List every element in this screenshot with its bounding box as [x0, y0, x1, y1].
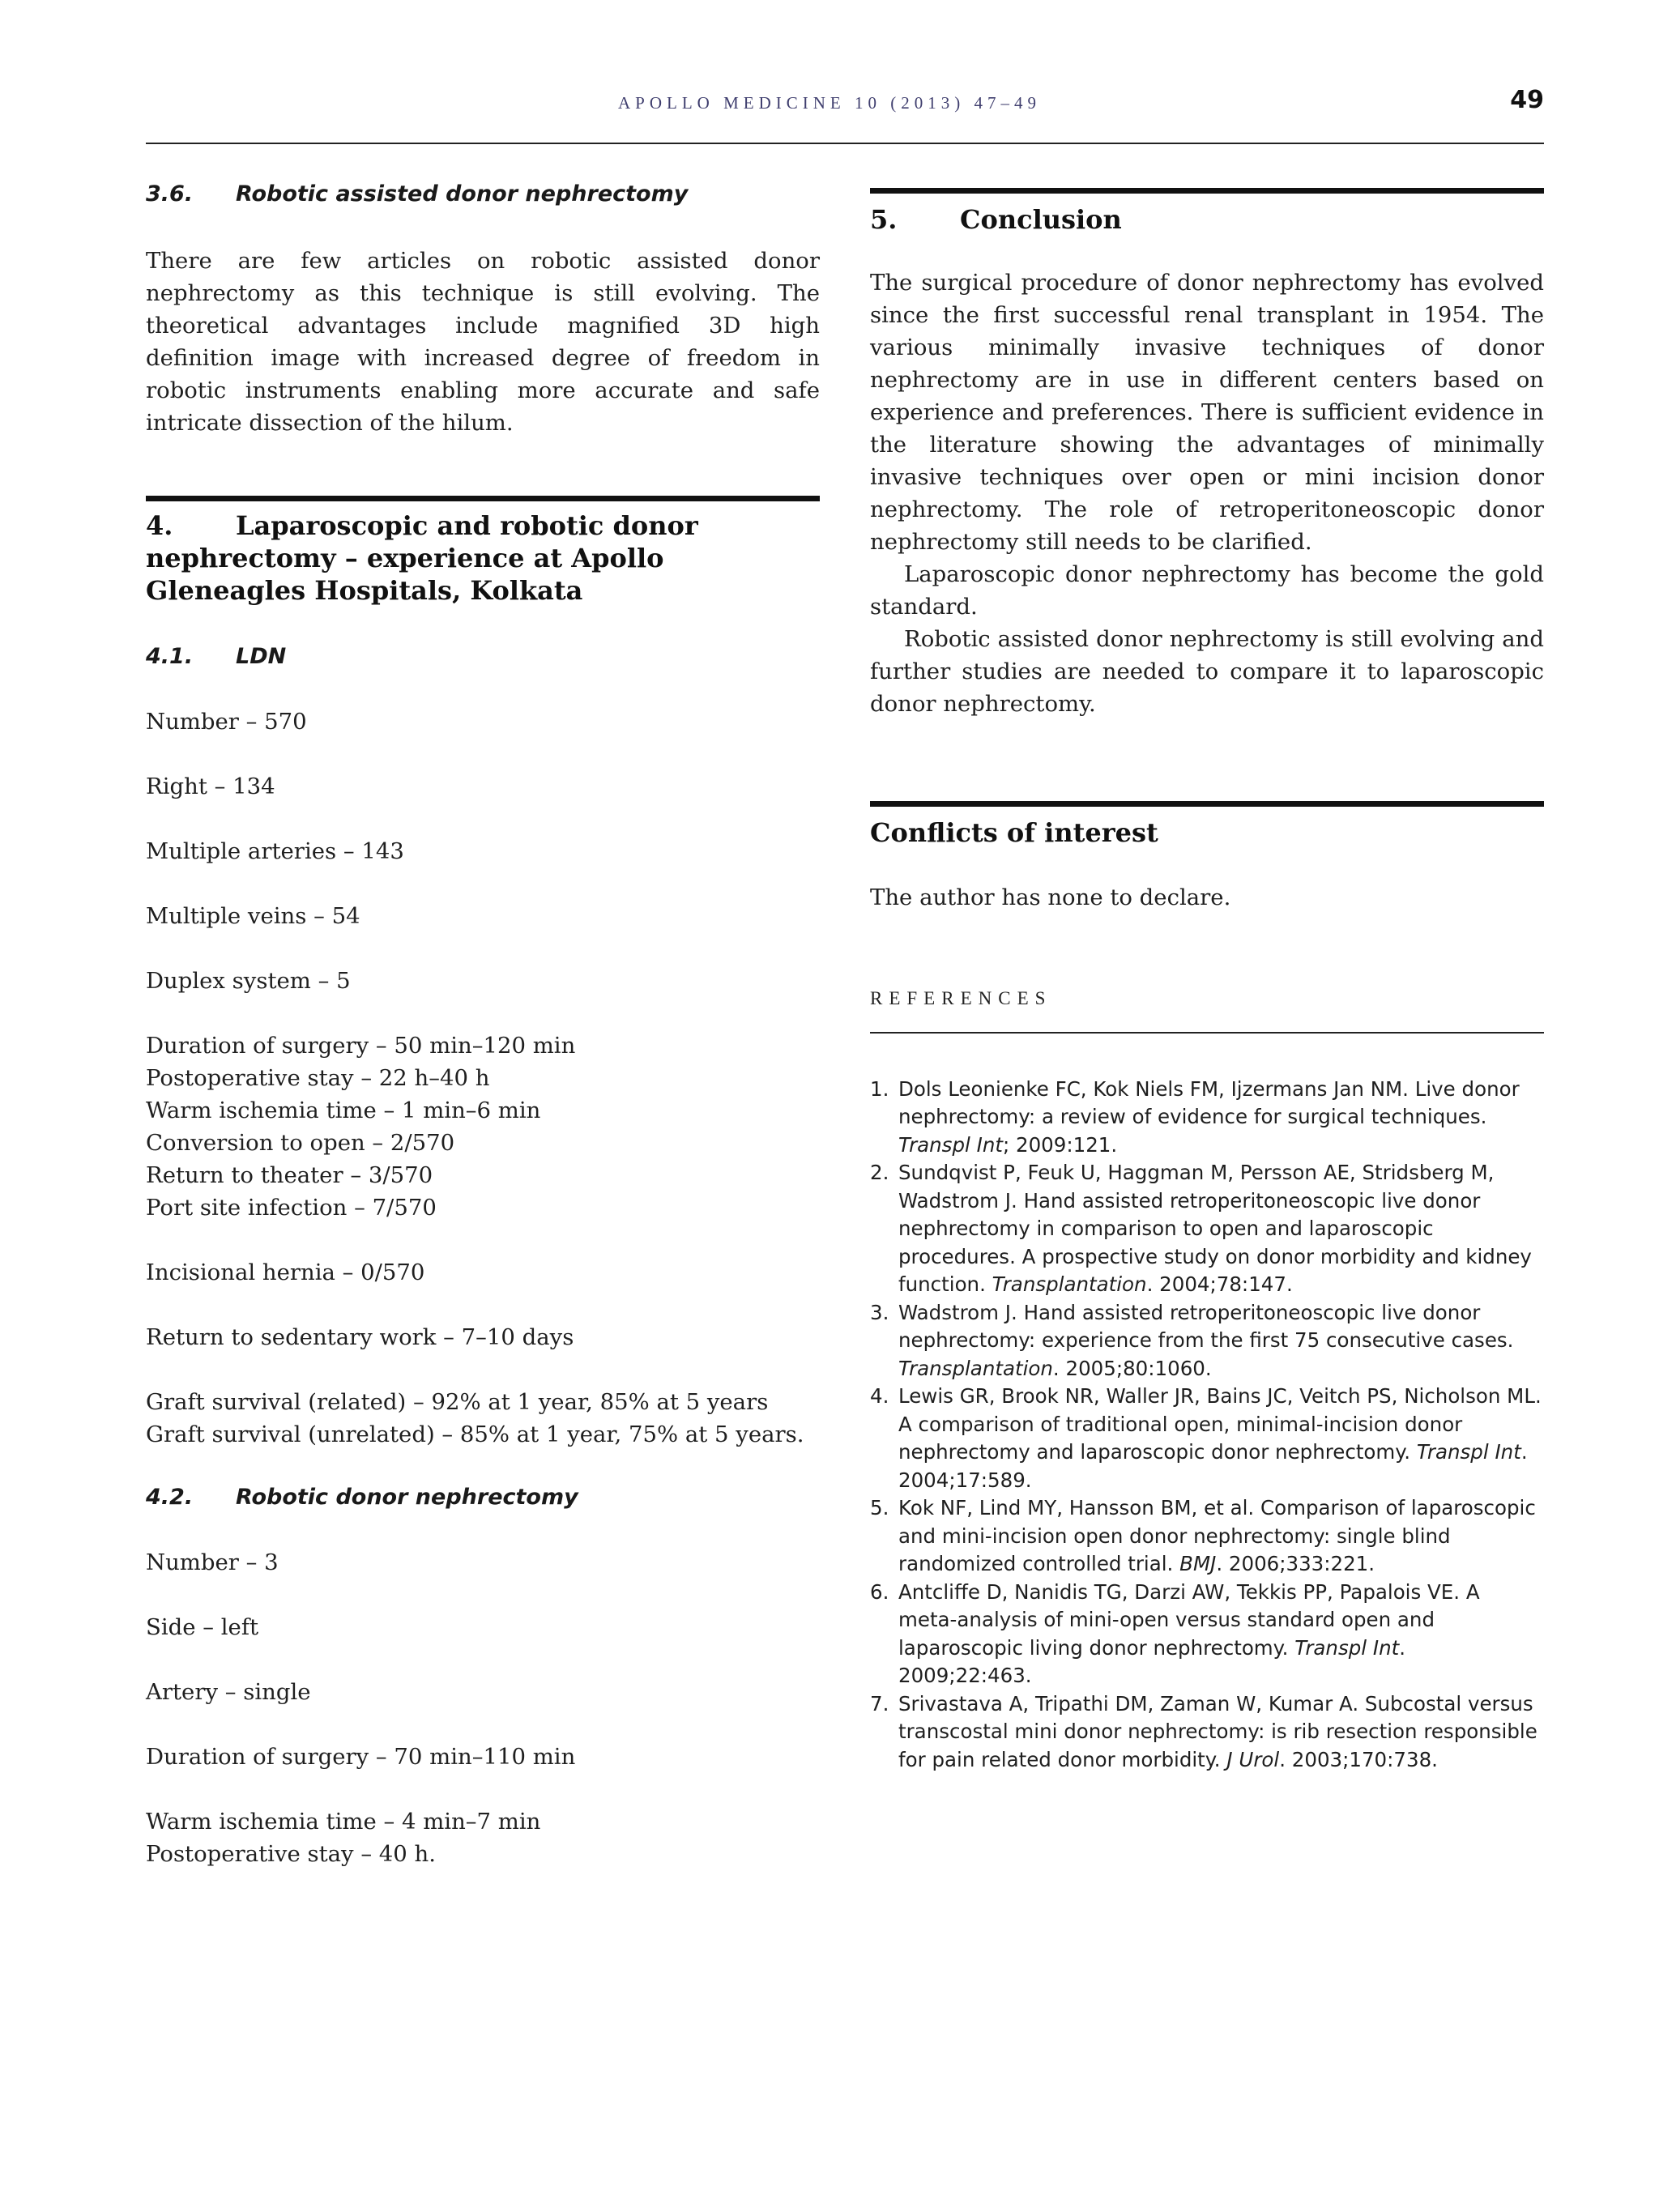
conclusion-paragraph: Laparoscopic donor nephrectomy has become the gold standard. — [870, 561, 1544, 620]
reference-number: 5. — [870, 1496, 889, 1519]
reference-number: 6. — [870, 1579, 889, 1604]
running-header-journal: APOLLO MEDICINE 10 (2013) 47–49 — [618, 93, 1041, 113]
reference-journal: Transpl Int — [1416, 1440, 1521, 1464]
reference-text: Wadstrom J. Hand assisted retroperitoneoscopic live donor nephrectomy: experience from the first 75 consecutive cases. — [898, 1300, 1514, 1352]
ldn-item: Duplex system – 5 — [146, 968, 351, 994]
reference-item — [870, 1076, 1544, 1160]
robotic-item: Side – left — [146, 1614, 259, 1640]
section-number: 4.1. — [146, 644, 194, 669]
reference-number: 2. — [870, 1161, 889, 1184]
references-rule — [870, 1032, 1544, 1034]
reference-citation: . 2003;170:738. — [1279, 1747, 1438, 1771]
reference-journal: Transplantation — [992, 1272, 1147, 1296]
ldn-item: Multiple veins – 54 — [146, 903, 360, 929]
ldn-graft-group — [146, 1386, 820, 1451]
reference-journal: Transpl Int — [898, 1132, 1003, 1157]
ldn-sedentary: Return to sedentary work – 7–10 days — [146, 1324, 574, 1350]
reference-citation: . 2004;17:589. — [898, 1440, 1528, 1492]
ldn-outcome: Warm ischemia time – 1 min–6 min — [146, 1097, 541, 1123]
ldn-outcome: Port site infection – 7/570 — [146, 1195, 437, 1221]
reference-item — [870, 1383, 1544, 1494]
reference-text: Sundqvist P, Feuk U, Haggman M, Persson AE, Stridsberg M, Wadstrom J. Hand assisted retroperitoneoscopic live donor nephrectomy in comparison to open and laparoscopic procedures. A prospective study on donor morbidity and kidney function. — [898, 1161, 1532, 1296]
header-rule — [146, 143, 1544, 144]
section-number: 5. — [870, 204, 898, 235]
robotic-item: Number – 3 — [146, 1549, 279, 1575]
reference-number: 1. — [870, 1076, 889, 1101]
reference-number: 4. — [870, 1384, 889, 1408]
reference-citation: . 2004;78:147. — [1146, 1272, 1293, 1296]
graft-survival: Graft survival (related) – 92% at 1 year, 85% at 5 years — [146, 1389, 769, 1415]
robotic-outcome: Warm ischemia time – 4 min–7 min — [146, 1809, 541, 1835]
reference-journal: Transpl Int — [1294, 1635, 1400, 1660]
conclusion-paragraph: The surgical procedure of donor nephrectomy has evolved since the first successful renal transplant in 1954. The various minimally invasive techniques of donor nephrectomy are in use in different centers based on experience and preferences. There is sufficient evidence in the literature showing the advantages of minimally invasive techniques over open or mini incision donor nephrectomy. The role of retroperitoneoscopic donor nephrectomy still needs to be clarified. — [870, 270, 1544, 555]
reference-item — [870, 1690, 1544, 1775]
section-title: Laparoscopic and robotic donor nephrectomy – experience at Apollo Gleneagles Hospitals, Kolkata — [146, 510, 698, 606]
ldn-outcomes-group — [146, 1029, 820, 1224]
ldn-outcome: Return to theater – 3/570 — [146, 1162, 433, 1188]
section-number: 4. — [146, 510, 173, 541]
reference-number: 7. — [870, 1691, 889, 1715]
robotic-item: Duration of surgery – 70 min–110 min — [146, 1744, 576, 1770]
reference-citation: . 2006;333:221. — [1216, 1552, 1375, 1575]
conflicts-text: The author has none to declare. — [870, 884, 1231, 910]
page-number: 49 — [1510, 86, 1544, 114]
reference-text: Kok NF, Lind MY, Hansson BM, et al. Comparison of laparoscopic and mini-incision open donor nephrectomy: single blind randomized controlled trial. — [898, 1496, 1536, 1575]
conflicts-heading: Conflicts of interest — [870, 817, 1158, 848]
reference-text: Lewis GR, Brook NR, Waller JR, Bains JC, Veitch PS, Nicholson ML. A comparison of traditional open, minimal-incision donor nephrectomy and laparoscopic donor nephrectomy. — [898, 1384, 1542, 1464]
ldn-outcome: Duration of surgery – 50 min–120 min — [146, 1033, 576, 1059]
left-column — [146, 178, 820, 1870]
reference-citation: ; 2009:121. — [1002, 1132, 1118, 1157]
reference-item — [870, 1159, 1544, 1299]
reference-item — [870, 1494, 1544, 1579]
section-4-heading — [146, 509, 820, 607]
right-column — [870, 188, 1544, 1774]
section-title: Robotic assisted donor nephrectomy — [236, 181, 689, 207]
references-list — [870, 1076, 1544, 1775]
robotic-outcomes-group — [146, 1805, 820, 1870]
conclusion-paragraph: Robotic assisted donor nephrectomy is still evolving and further studies are needed to compare it to laparoscopic donor nephrectomy. — [870, 626, 1544, 717]
section-5-rule — [870, 188, 1544, 194]
ldn-item: Right – 134 — [146, 774, 275, 799]
reference-text: Antcliffe D, Nanidis TG, Darzi AW, Tekkis PP, Papalois VE. A meta-analysis of mini-open versus standard open and laparoscopic living donor nephrectomy. — [898, 1579, 1480, 1660]
reference-journal: BMJ — [1179, 1552, 1217, 1575]
section-title: Robotic donor nephrectomy — [236, 1485, 578, 1510]
section-3-6-heading — [146, 178, 820, 211]
robotic-outcome: Postoperative stay – 40 h. — [146, 1841, 436, 1867]
reference-number: 3. — [870, 1300, 889, 1324]
reference-item — [870, 1579, 1544, 1690]
robotic-item: Artery – single — [146, 1679, 311, 1705]
references-label: REFERENCES — [870, 988, 1052, 1008]
section-3-6-paragraph: There are few articles on robotic assisted donor nephrectomy as this technique is still evolving. The theoretical advantages include magnified 3D high definition image with increased degree of freedom in robotic instruments enabling more accurate and safe intricate dissection of the hilum. — [146, 248, 820, 436]
ldn-hernia: Incisional hernia – 0/570 — [146, 1259, 425, 1285]
reference-journal: J Urol — [1226, 1747, 1280, 1771]
ldn-item: Number – 570 — [146, 709, 307, 735]
reference-text: Srivastava A, Tripathi DM, Zaman W, Kumar A. Subcostal versus transcostal mini donor nephrectomy: is rib resection responsible for pain related donor morbidity. — [898, 1691, 1537, 1771]
ldn-outcome: Postoperative stay – 22 h–40 h — [146, 1065, 490, 1091]
reference-journal: Transplantation — [898, 1356, 1053, 1380]
reference-text: Dols Leonienke FC, Kok Niels FM, Ijzermans Jan NM. Live donor nephrectomy: a review of evidence for surgical techniques. — [898, 1076, 1520, 1128]
section-4-1-heading — [146, 641, 820, 673]
reference-citation: . 2009;22:463. — [898, 1635, 1406, 1687]
section-5-heading — [870, 203, 1544, 236]
ldn-outcome: Conversion to open – 2/570 — [146, 1130, 455, 1156]
section-4-rule — [146, 496, 820, 501]
graft-survival: Graft survival (unrelated) – 85% at 1 year, 75% at 5 years. — [146, 1421, 804, 1447]
reference-item — [870, 1299, 1544, 1383]
reference-citation: . 2005;80:1060. — [1052, 1356, 1212, 1380]
section-number: 4.2. — [146, 1485, 194, 1510]
coi-rule — [870, 801, 1544, 807]
section-title: Conclusion — [960, 204, 1122, 235]
section-number: 3.6. — [146, 181, 194, 207]
section-4-2-heading — [146, 1481, 820, 1514]
ldn-item: Multiple arteries – 143 — [146, 838, 404, 864]
section-title: LDN — [236, 644, 287, 669]
